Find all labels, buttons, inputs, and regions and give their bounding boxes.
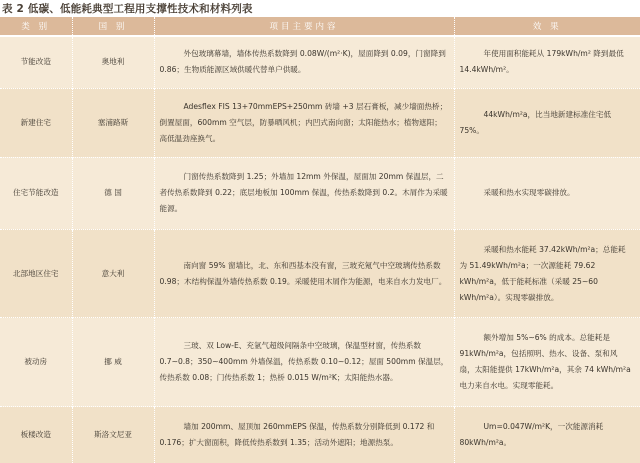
- cell-content: Adesflex FIS 13+70mmEPS+250mm 砖墙 +3 层石膏板，减少墙面热桥；倒置屋面，600mm 空气层，防暴晒风机；内凹式南向窗；太阳能热水；植物遮阳；高低温劲座换气。: [154, 88, 454, 157]
- cell-country: 斯洛文尼亚: [72, 407, 154, 463]
- cell-content: 门窗传热系数降到 1.25；外墙加 12mm 外保温，屋面加 20mm 保温层，二者传热系数降到 0.22；底层地板加 100mm 保温，传热系数降到 0.2。木屑作为采暖能源。: [154, 157, 454, 229]
- table-caption: 表 2 低碳、低能耗典型工程用支撑性技术和材料列表: [2, 3, 253, 15]
- header-category: 类 别: [0, 17, 72, 36]
- cell-country: 奥地利: [72, 36, 154, 88]
- cell-country: 挪 威: [72, 318, 154, 407]
- table-header-row: [0, 17, 640, 36]
- cell-category: 住宅节能改造: [0, 157, 72, 229]
- cell-category: 被动房: [0, 318, 72, 407]
- cell-effect: 44kWh/m²a，比当地新建标准住宅低 75%。: [454, 88, 640, 157]
- cell-content: 外包玻璃幕墙，墙体传热系数降到 0.08W/(m²·K)，屋面降到 0.09，门窗降到 0.86；生物质能源区域供暖代替单户供暖。: [154, 36, 454, 88]
- cell-effect: 采暖和热水实现零碳排放。: [454, 157, 640, 229]
- cell-category: 节能改造: [0, 36, 72, 88]
- header-effect: 效 果: [454, 17, 640, 36]
- cell-country: 意大利: [72, 229, 154, 317]
- cell-content: 南向窗 59% 窗墙比，北、东和西基本没有窗，三玻充氪气中空玻璃传热系数 0.98；木结构保温外墙传热系数 0.19。采暖使用木屑作为能源，电来自水力发电厂。: [154, 229, 454, 317]
- table-row: [0, 229, 640, 317]
- table-row: [0, 157, 640, 229]
- cell-content: 墙加 200mm、屋顶加 260mmEPS 保温，传热系数分别降低到 0.172 和 0.176；扩大窗面积，降低传热系数到 1.35；活动外遮阳；地源热泵。: [154, 407, 454, 463]
- cell-content: 三玻、双 Low-E、充氩气超级间隔条中空玻璃，保温型材窗，传热系数 0.7~0.8；350~400mm 外墙保温，传热系数 0.10~0.12；屋面 500mm 保温层，传热系数 0.08；门传热系数 1；热桥 0.015 W/m²K；太阳能热水器。: [154, 318, 454, 407]
- tech-materials-table: [0, 17, 640, 463]
- table-row: [0, 318, 640, 407]
- cell-category: 北部地区住宅: [0, 229, 72, 317]
- cell-country: 德 国: [72, 157, 154, 229]
- cell-effect: 年使用面积能耗从 179kWh/m² 降到最低 14.4kWh/m²。: [454, 36, 640, 88]
- header-content: 项目主要内容: [154, 17, 454, 36]
- cell-country: 塞浦路斯: [72, 88, 154, 157]
- cell-effect: 额外增加 5%~6% 的成本。总能耗是 91kWh/m²a，包括照明、热水、设备、泵和风扇，太阳能提供 17kWh/m²a，其余 74 kWh/m²a 电力来自水电。实现零能耗。: [454, 318, 640, 407]
- cell-effect: 采暖和热水能耗 37.42kWh/m²a；总能耗为 51.49kWh/m²a；一次源能耗 79.62 kWh/m²a，低于能耗标准（采暖 25~60 kWh/m²a）。实现零碳排放。: [454, 229, 640, 317]
- table-row: [0, 407, 640, 463]
- table-row: [0, 36, 640, 88]
- cell-category: 新建住宅: [0, 88, 72, 157]
- table-row: [0, 88, 640, 157]
- header-country: 国 别: [72, 17, 154, 36]
- cell-category: 板楼改造: [0, 407, 72, 463]
- cell-effect: Um=0.047W/m²K，一次能源消耗 80kWh/m²a。: [454, 407, 640, 463]
